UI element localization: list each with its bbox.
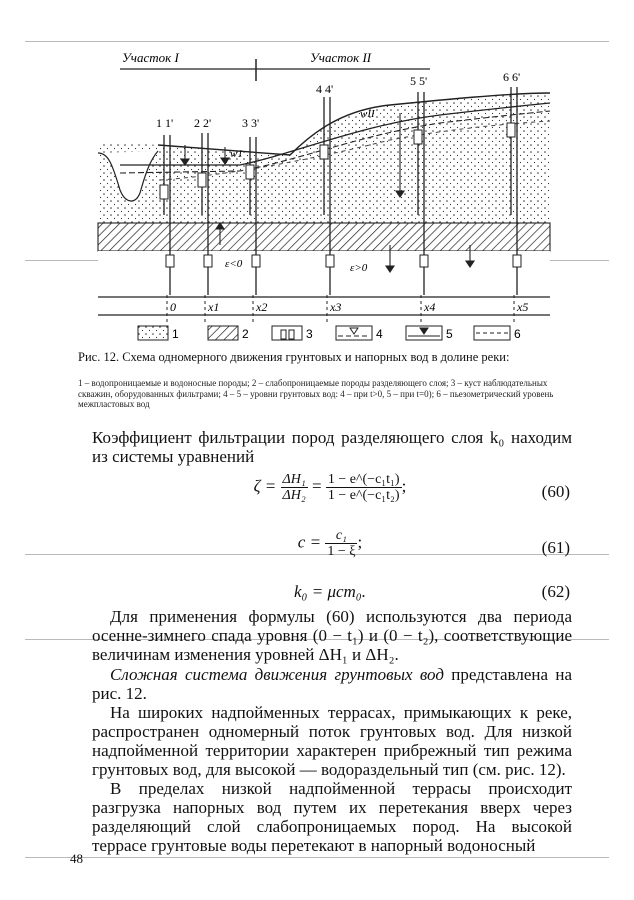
paragraph-terraces: На широких надпойменных террасах, примыкающих к реке, распространен одномерный поток грунтовых вод. Для низкой надпойменной территории характерен прибрежный тип режима грунтовых вод, для высокой — водораздельный тип (см. рис. 12). [92, 703, 572, 779]
axis-label-x4: x4 [424, 300, 436, 314]
eq61-frac-bot: 1 − ξ [327, 544, 356, 559]
section-label-1: Участок I [122, 50, 179, 65]
rule-line [25, 857, 609, 858]
well-label-3: 3 3' [242, 116, 260, 130]
eq60-frac1-bot: ΔH₂ [282, 488, 306, 503]
legend-number-6: 6 [514, 327, 521, 341]
eq60-frac1-top: ΔH₁ [282, 472, 306, 487]
eq62-body: k₀ = μcm₀. [294, 582, 366, 601]
eq61-number: (61) [541, 538, 570, 557]
axis-label-0: 0 [170, 300, 176, 314]
figure-caption: Рис. 12. Схема одномерного движения грунтовых и напорных вод в долине реки: [78, 350, 510, 364]
figure-caption-legend: 1 – водопроницаемые и водоносные породы; 2 – слабопроницаемые породы разделяющего слоя; 3 – куст наблюдательных скважин, оборудованных фильтрами; 4 – 5 – уровни грунтовых вод: 4 – при t>0, 5 – при t=0); 6 – пьезометрический уровень межпластовых вод [78, 378, 554, 409]
legend-number-5: 5 [446, 327, 453, 341]
paragraph-complex-system-italic: Сложная система движения грунтовых вод [110, 665, 444, 684]
confining-layer [98, 223, 550, 251]
equation-62 [90, 572, 570, 612]
paragraph-complex-system [92, 665, 572, 703]
figure-legend [138, 326, 521, 341]
legend-number-2: 2 [242, 327, 249, 341]
flow-label-w1: w1 [230, 148, 243, 160]
legend-number-3: 3 [306, 327, 313, 341]
well-label-4: 4 4' [316, 82, 334, 96]
eq60-lhs: ζ = [253, 476, 277, 496]
page-number: 48 [70, 851, 83, 866]
axis-label-x1: x1 [208, 300, 220, 314]
eq61-frac-top: c₁ [325, 528, 357, 544]
equation-60: ζ = $\frac{\text{ΔH₁}}{\text{ΔH₂}}$ = $\frac{\text{1 − e\textasciicircum{}(−c₁t₁)}}{\text{1 − e\textasciicircum{}(−c₁t₂)}}$ ; (60) [253, 472, 570, 503]
well-label-2: 2 2' [194, 116, 212, 130]
well-label-5: 5 5' [410, 74, 428, 88]
rule-line [25, 41, 609, 42]
axis-label-x3: x3 [330, 300, 342, 314]
eq60-frac2-top: 1 − e^(−c₁t₁) [327, 472, 400, 487]
section-label-2: Участок II [310, 50, 372, 65]
eq60-frac2-bot: 1 − e^(−c₁t₂) [327, 488, 400, 503]
equation-61 [90, 528, 570, 568]
axis-label-x5: x5 [517, 300, 529, 314]
eq60-tail: ; [401, 476, 407, 496]
paragraph-formula-usage: Для применения формулы (60) используются два периода осенне-зимнего спада уровня (0 − t₁) и (0 − t₂), соответствующие величинам изменения уровней ΔH₁ и ΔH₂. [92, 607, 572, 664]
flow-label-eps-neg: ε<0 [225, 258, 243, 270]
paragraph-discharge: В пределах низкой надпойменной террасы происходит разгрузка напорных вод путем их перетекания вверх через разделяющий слой слабопроницаемых пород. На высокой террасе грунтовые воды перетекают в напорный водоносный [92, 779, 572, 855]
eq62-number: (62) [541, 582, 570, 601]
well-label-6: 6 6' [503, 70, 521, 84]
paragraph-intro: Коэффициент фильтрации пород разделяющего слоя k₀ находим из системы уравнений [92, 428, 572, 466]
eq61-lhs: c = [297, 532, 322, 552]
river-valley-diagram [60, 45, 580, 345]
axis-label-x2: x2 [256, 300, 268, 314]
well-label-1: 1 1' [156, 116, 174, 130]
eq61-tail: ; [357, 532, 363, 552]
paragraph-complex-system-rest: представлена на рис. 12. [92, 665, 572, 703]
flow-label-wII: wII [360, 108, 375, 120]
legend-number-1: 1 [172, 327, 179, 341]
legend-number-4: 4 [376, 327, 383, 341]
flow-label-eps-pos: ε>0 [350, 262, 368, 274]
eq60-number: (60) [541, 482, 570, 501]
